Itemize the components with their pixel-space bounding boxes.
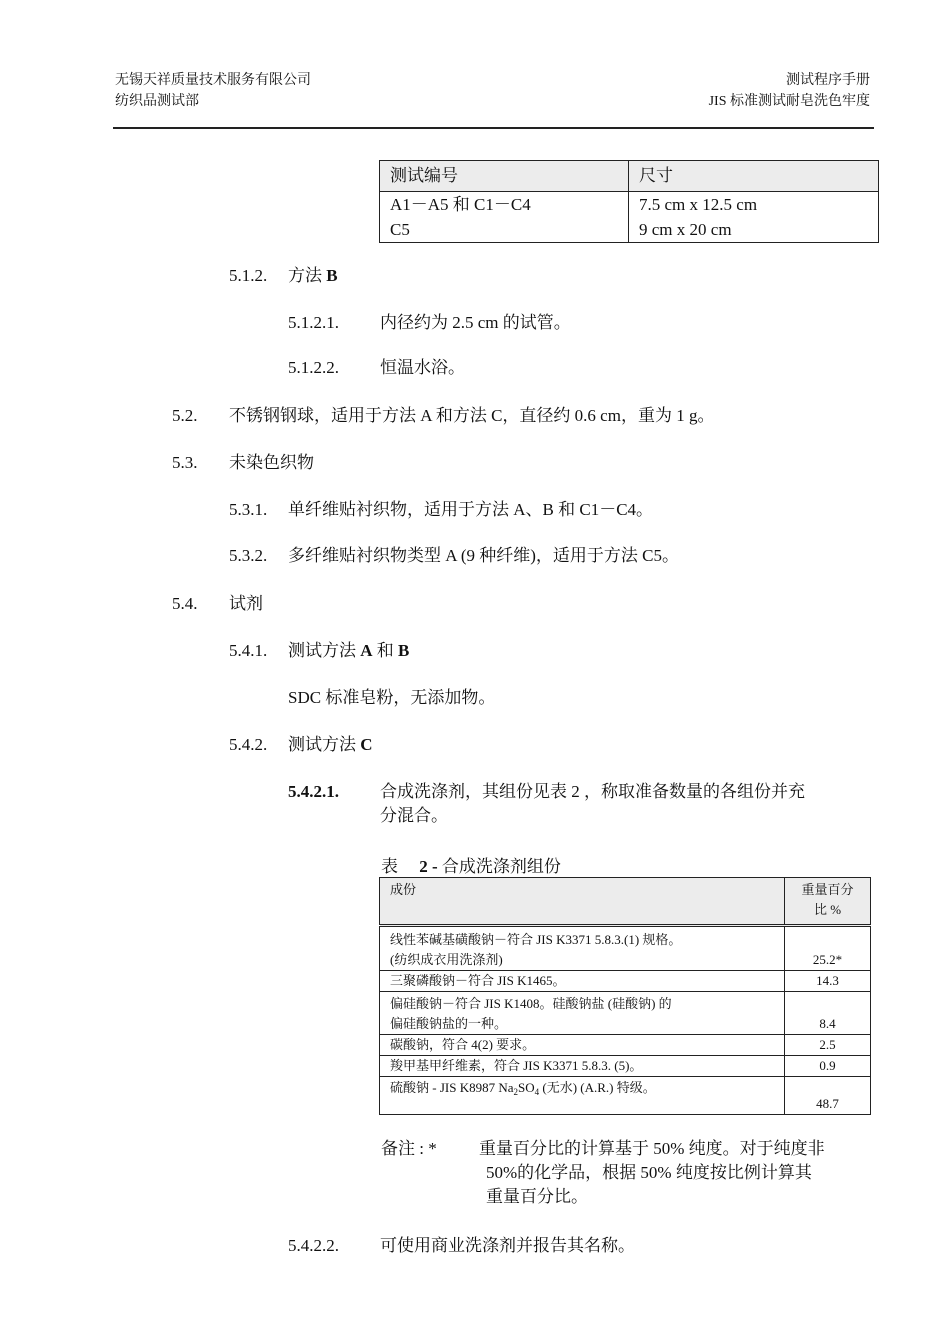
section-5-4-1-text: 测试方法: [288, 641, 361, 660]
section-5-1-2-1-text: 内径约为 2.5 cm 的试管。: [380, 313, 571, 332]
section-5-4-1-body: SDC 标准皂粉，无添加物。: [288, 688, 496, 707]
table2-header-value-line2: 比 %: [813, 902, 842, 917]
note-line2: 50%的化学品，根据 50% 纯度按比例计算其: [486, 1163, 812, 1182]
section-5-4-1-heading: [288, 638, 409, 664]
section-5-4-1-mid: 和: [372, 641, 399, 660]
table-row: [380, 1056, 871, 1077]
section-5-4-2-1-number: 5.4.2.1.: [288, 782, 339, 801]
document-title: JIS 标准测试耐皂洗色牢度: [708, 94, 870, 109]
section-5-4-2-1-line2: 分混合。: [380, 806, 448, 825]
table2-cell-component: [380, 992, 785, 1035]
table2-row6-text-a: 硫酸钠 - JIS K8987 Na: [390, 1080, 514, 1095]
table2-cell-value: 48.7: [785, 1077, 871, 1115]
note-line1: 重量百分比的计算基于 50% 纯度。对于纯度非: [479, 1139, 825, 1158]
detergent-table: [379, 877, 871, 1115]
size-table-code: C5: [390, 220, 410, 239]
section-5-3-number: 5.3.: [172, 453, 198, 472]
department-name: 纺织品测试部: [115, 94, 199, 109]
section-5-3-text: 未染色织物: [229, 453, 314, 472]
table2-caption-number: 2 -: [419, 857, 438, 876]
table2-header-value: [785, 878, 871, 926]
table2-cell-value: 2.5: [785, 1035, 871, 1056]
section-5-4-1-number: 5.4.1.: [229, 641, 268, 660]
table2-caption-prefix: 表: [381, 857, 398, 876]
section-5-1-2-number: 5.1.2.: [229, 266, 268, 285]
section-5-1-2-2-number: 5.1.2.2.: [288, 358, 339, 377]
size-table-header-code: 测试编号: [380, 161, 629, 192]
table-row: [380, 971, 871, 992]
section-5-4-2-text: 测试方法: [288, 735, 361, 754]
note-line3: 重量百分比。: [486, 1187, 588, 1206]
section-5-4-2-heading: [288, 732, 373, 758]
table2-caption: [381, 852, 561, 877]
section-5-1-2-bold: B: [326, 266, 338, 285]
table2-row3-line2: 偏硅酸钠盐的一种。: [390, 1016, 508, 1031]
section-5-3-2-number: 5.3.2.: [229, 546, 268, 565]
note-label: 备注 : *: [381, 1139, 437, 1158]
section-5-4-2-bold: C: [360, 735, 373, 754]
section-5-1-2-text: 方法: [288, 266, 327, 285]
table2-cell-component: [380, 926, 785, 971]
table2-row3-line1: 偏硅酸钠－符合 JIS K1408。硅酸钠盐 (硅酸钠) 的: [390, 996, 672, 1011]
section-5-4-2-2-text: 可使用商业洗涤剂并报告其名称。: [380, 1236, 635, 1255]
size-table-code: A1－A5 和 C1－C4: [390, 195, 531, 214]
table2-cell-value: 14.3: [785, 971, 871, 992]
section-5-2-text: 不锈钢钢球，适用于方法 A 和方法 C，直径约 0.6 cm，重为 1 g。: [229, 406, 715, 425]
section-5-3-2-text: 多纤维贴衬织物类型 A (9 种纤维)，适用于方法 C5。: [288, 546, 679, 565]
table2-row6-sub1: 2: [513, 1087, 518, 1097]
table2-caption-text: 合成洗涤剂组份: [437, 857, 561, 876]
section-5-2-number: 5.2.: [172, 406, 198, 425]
size-table-size: 7.5 cm x 12.5 cm: [639, 195, 758, 214]
section-5-3-1-text: 单纤维贴衬织物，适用于方法 A、B 和 C1－C4。: [288, 500, 654, 519]
size-table: [379, 160, 879, 243]
section-5-4-number: 5.4.: [172, 594, 198, 613]
table2-cell-component: [380, 1077, 785, 1115]
table-row: [380, 992, 871, 1035]
table-row: [380, 1077, 871, 1115]
section-5-4-text: 试剂: [229, 594, 263, 613]
company-name: 无锡天祥质量技术服务有限公司: [115, 73, 311, 88]
section-5-4-2-number: 5.4.2.: [229, 735, 268, 754]
size-table-sizes: [629, 192, 879, 243]
section-5-1-2-1-number: 5.1.2.1.: [288, 313, 339, 332]
section-5-4-1-bold-b: B: [398, 641, 410, 660]
table2-row1-line2: (纺织成衣用洗涤剂): [390, 952, 503, 967]
table2-row1-line1: 线性苯碱基磺酸钠－符合 JIS K3371 5.8.3.(1) 规格。: [390, 932, 682, 947]
table2-cell-component: 三聚磷酸钠－符合 JIS K1465。: [380, 971, 785, 992]
section-5-4-2-1-line1: 合成洗涤剂，其组份见表 2 ，称取准备数量的各组份并充: [380, 782, 805, 801]
section-5-3-1-number: 5.3.1.: [229, 500, 268, 519]
section-5-4-1-bold-a: A: [360, 641, 373, 660]
table2-cell-value: 25.2*: [785, 926, 871, 971]
table2-cell-component: 碳酸钠，符合 4(2) 要求。: [380, 1035, 785, 1056]
size-table-size: 9 cm x 20 cm: [639, 220, 732, 239]
table2-header-value-line1: 重量百分: [801, 882, 854, 897]
section-5-1-2-2-text: 恒温水浴。: [380, 358, 465, 377]
size-table-codes: [380, 192, 629, 243]
table2-cell-value: 8.4: [785, 992, 871, 1035]
table2-row6-sub2: 4: [534, 1087, 540, 1097]
table2-header-component: 成份: [380, 878, 785, 926]
manual-title: 测试程序手册: [786, 73, 870, 88]
section-5-1-2-heading: [288, 263, 338, 289]
table-row: [380, 1035, 871, 1056]
table2-cell-component: 羧甲基甲纤维素，符合 JIS K3371 5.8.3. (5)。: [380, 1056, 785, 1077]
size-table-header-size: 尺寸: [629, 161, 879, 192]
table2-row6-text-c: (无水) (A.R.) 特级。: [539, 1080, 656, 1095]
table2-row6-text-b: SO: [518, 1080, 535, 1095]
header-rule: [113, 127, 874, 129]
table2-cell-value: 0.9: [785, 1056, 871, 1077]
table-row: [380, 926, 871, 971]
section-5-4-2-2-number: 5.4.2.2.: [288, 1236, 339, 1255]
